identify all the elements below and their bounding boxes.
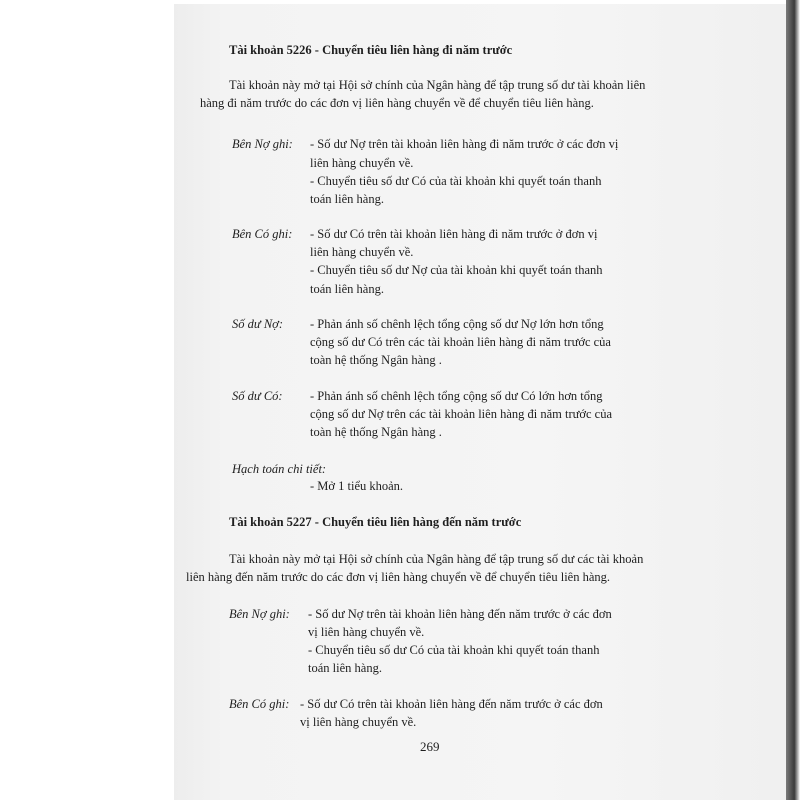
entry-label-so-du-no: Số dư Nợ: (232, 317, 283, 331)
entry-line: - Chuyển tiêu số dư Nợ của tài khoản khi quyết toán thanh (310, 263, 603, 277)
intro-line: liên hàng đến năm trước do các đơn vị liên hàng chuyển về để chuyển tiêu liên hàng. (186, 570, 611, 584)
entry-line: - Số dư Có trên tài khoản liên hàng đến năm trước ở các đơn (300, 697, 603, 711)
intro-line: Tài khoản này mở tại Hội sở chính của Ngân hàng để tập trung số dư tài khoản liên (229, 78, 646, 92)
entry-line: toàn hệ thống Ngân hàng . (310, 425, 442, 439)
entry-line: liên hàng chuyển về. (310, 156, 414, 170)
entry-line: toán liên hàng. (310, 282, 384, 296)
entry-line: - Phản ánh số chênh lệch tổng cộng số dư Có lớn hơn tổng (310, 389, 603, 403)
entry-line: vị liên hàng chuyển về. (300, 715, 417, 729)
entry-line: cộng số dư Có trên các tài khoản liên hàng đi năm trước của (310, 335, 611, 349)
entry-line: toán liên hàng. (310, 192, 384, 206)
entry-label-ben-no: Bên Nợ ghi: (229, 607, 290, 621)
page-number: 269 (420, 739, 440, 754)
entry-line: - Số dư Nợ trên tài khoản liên hàng đi năm trước ở các đơn vị (310, 137, 619, 151)
entry-line: - Chuyển tiêu số dư Có của tài khoản khi quyết toán thanh (310, 174, 602, 188)
entry-line: - Mở 1 tiểu khoản. (310, 479, 404, 493)
entry-line: toàn hệ thống Ngân hàng . (310, 353, 442, 367)
entry-line: - Chuyển tiêu số dư Có của tài khoản khi quyết toán thanh (308, 643, 600, 657)
entry-line: cộng số dư Nợ trên các tài khoản liên hàng đi năm trước của (310, 407, 613, 421)
book-page (174, 4, 786, 800)
intro-line: hàng đi năm trước do các đơn vị liên hàng chuyển về để chuyển tiêu liên hàng. (200, 96, 594, 110)
entry-line: vị liên hàng chuyển về. (308, 625, 425, 639)
entry-line: liên hàng chuyển về. (310, 245, 414, 259)
book-spine-shadow (786, 0, 800, 800)
entry-line: - Số dư Có trên tài khoản liên hàng đi năm trước ở đơn vị (310, 227, 598, 241)
entry-label-so-du-co: Số dư Có: (232, 389, 283, 403)
section-heading-5226: Tài khoản 5226 - Chuyển tiêu liên hàng đi năm trước (229, 43, 513, 57)
entry-label-ben-no: Bên Nợ ghi: (232, 137, 293, 151)
entry-line: - Số dư Nợ trên tài khoản liên hàng đến năm trước ở các đơn (308, 607, 612, 621)
entry-label-ben-co: Bên Có ghi: (229, 697, 290, 711)
entry-label-hach-toan: Hạch toán chi tiết: (232, 462, 327, 476)
entry-line: - Phản ánh số chênh lệch tổng cộng số dư Nợ lớn hơn tổng (310, 317, 604, 331)
entry-line: toán liên hàng. (308, 661, 382, 675)
intro-line: Tài khoản này mở tại Hội sở chính của Ngân hàng để tập trung số dư các tài khoản (229, 552, 644, 566)
entry-label-ben-co: Bên Có ghi: (232, 227, 293, 241)
section-heading-5227: Tài khoản 5227 - Chuyển tiêu liên hàng đến năm trước (229, 515, 522, 529)
